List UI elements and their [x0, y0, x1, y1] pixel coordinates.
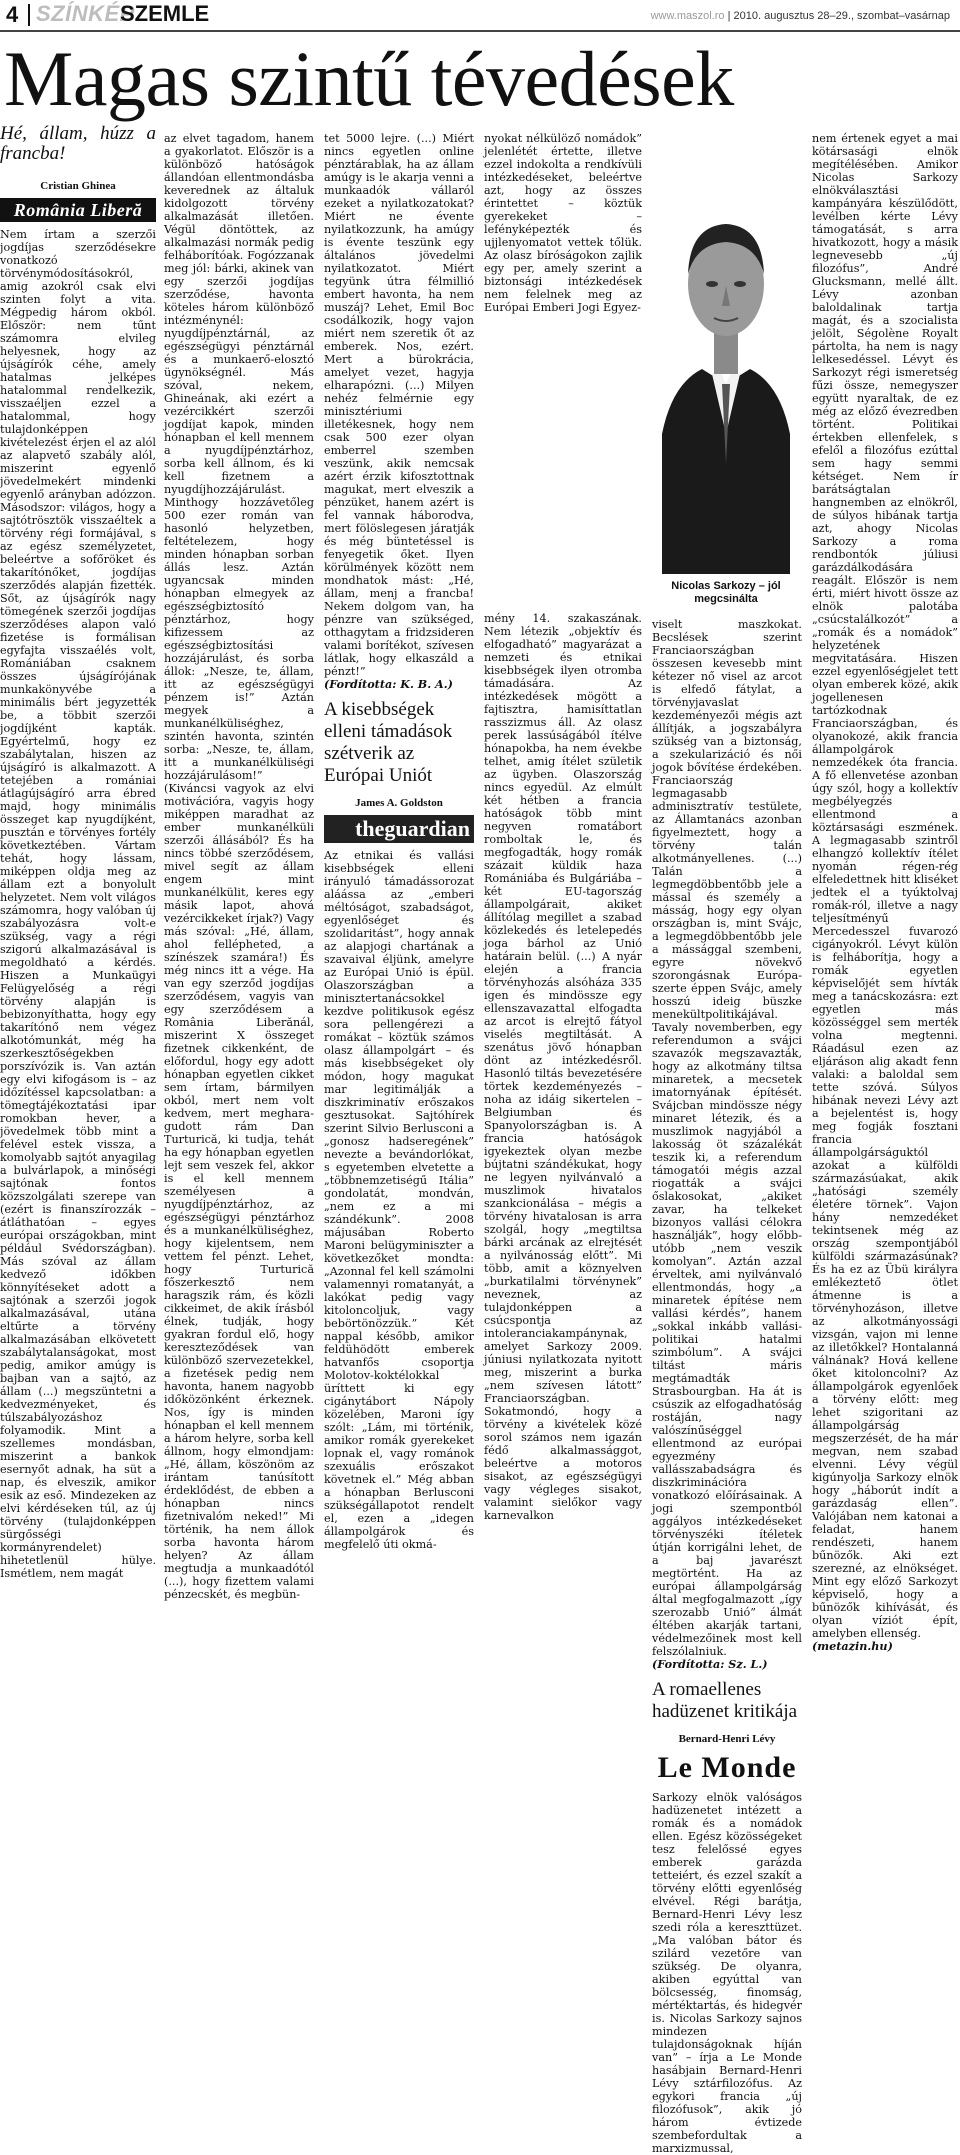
article1-text-col1: Nem írtam a szerzői jogdíjas szerződésekre vonatkozó törvénymódosításokról, amig azokról csak elvi szinten folyt a vita. Mégpedig három okból. Először: nem tűnt számomra elvileg helyesnek, hogy az újságírók céhe, amely hatalmas jelképes hatalommal rendelkezik, visszaéljen ezzel a hatalommal, hogy tulajdonképpen kivételezést érjen el az alól az alapvető szabály alól, miszerint egyenlő jövedelmekért mindenki egyenlő arányban adózzon. Másodszor: világos, hogy a sajtótrösztök visszaéltek a törvény régi formájával, s az egész személyzetet, beleértve a sofőröket és takarítónőket, jogdíjas szerződés alapján fizették. Sőt, az újságírók nagy tömegének szerzői jogdíjas szerződéses alapon való fizetése is formálisan egyfajta visszaélés volt, Romániában csaknem összes újságírójának munkakönyvébe a minimális bért jegyzették be, a többit szerzői jogdíjként kapták. Egyértelmű, hogy ez szabálytalan, hiszen az újságíró is alkalmazott. A tetejében a romániai átlagújságíró arra ébred majd, hogy minimális összeget kap nyugdíjként, pusztán e törvényes fortély következtében. Vártam tehát, hogy lássam, miképpen oldja meg az állam ezt a bonyolult helyzetet. Nem volt világos számomra, hogy valóban új szabályozásra volt-e szükség, vagy a régi szigorú alkalmazásával is megoldható a kérdés. Hiszen a Munkaügyi Felügyelőség a régi törvény alapján is bebizonyíthatta, hogy egy takarítónő nem végez alkotómunkát, még ha szerkesztőségekben porszívózik is. Van aztán egy elvi kifogásom is – az időzítéssel kapcsolatban: a tömegtájékoztatási ipar romokban hever, a jövedelmek több mint a felével estek vissza, a komolyabb sajtót anyagilag a bulvárlapok, a minőségi sajtónak fontos közszolgálati szerepe van (ezért is finanszírozzák – átláthatóan – egyes európai országokban, mint például Svédországban). Más szóval az állam kedvező időkben könnyítéseket adott a sajtónak a szerzői jogok alkalmazásával, utána eltűrte a törvény alkalmazásában elkövetett szabálytalanságokat, most pedig, amikor amúgy is bajban van a sajtó, az állam (...) megszüntetni a kedvezményeket, és túlszabályozáshoz folyamodik. Mint a szellemes mondásban, miszerint a bankok esernyőt adnak, ha süt a nap, és elveszik, amikor esik az eső. Mindezeken az elvi kérdéseken túl, az új törvény (tulajdonképpen sürgősségi kormányrendelet) hihetetlenül hülye. Ismétlem, nem magát [0, 228, 156, 1580]
article2-text-col4: nyokat nélkülöző nomádok” jelenlétét értette, illetve ezzel indokolta a rendkívüli intézkedéseket, beleértve azt, hogy az összes érintettet – köztük gyerekeket – lefényképezték és ujjlenyomatot vettek tőlük. Az olasz bíróságokon zajlik egy per, amely szerint a biztonsági intézkedések nem felelnek meg az Európai Emberi Jogi Egyez- [484, 132, 642, 314]
article-col5 [652, 132, 802, 2155]
photo-caption: Nicolas Sarkozy – jól megcsinálta [671, 580, 781, 605]
article2-text-col3: Az etnikai és vallási kisebbségek elleni irányuló támadássorozat aláássa az „emberi méltóságot, szabadságot, egyenlőséget és szolidaritást”, hogy annak az alapjogi chartának a szavaival éljünk, amelyre az Európai Unió is épül. Olaszországban a minisztertanácsokkel kezdve politikusok egész sora pellengérezi a romákat – köztük számos olasz állampolgárt – és más kisebbségeket oly módon, hogy magukat mar legitimálják a diszkriminatív erőszakos gesztusokat. Sajtóhírek szerint Silvio Berlusconi a „gonosz hadseregének” nevezte a bevándorlókat, s egyetemben elvetette a „többnemzetiségű Itália” gondolatát, mondván, „nem ez a mi szándékunk”. 2008 májusában Roberto Maroni belügyminiszter a következőket mondta: „Azonnal fel kell számolni valamennyi romatanyát, a lakókat pedig vagy kitoloncoljuk, vagy bebörtönözzük.” Két nappal később, amikor feldühödött emberek hatvanfős csoportja Molotov-koktélokkal üríttett ki egy cigánytábort Nápoly közelében, Maroni így szólt: „Lám, mi történik, amikor romák gyerekeket lopnak el, vagy románok szexuális erőszakot követnek el.” Még abban a hónapban Berlusconi szükségállapotot rendelt el, ezen a „idegen állampolgárok és megfelelő úti okmá- [324, 849, 474, 1551]
dateline: www.maszol.ro | 2010. augusztus 28–29., szombat–vasárnap [650, 10, 950, 22]
photo-spacer [652, 132, 802, 618]
article3-col6 [812, 132, 958, 1653]
article3-source-note: (metazin.hu) [812, 1639, 893, 1653]
guardian-logo: theguardian [324, 815, 474, 843]
page-number: 4 [6, 2, 19, 27]
article1-author: Cristian Ghinea [40, 180, 116, 192]
website-link[interactable]: www.maszol.ro [650, 10, 725, 22]
article1-kicker: Hé, állam, húzz a francba! [0, 123, 156, 164]
header-divider [28, 4, 30, 26]
section-title-part2: SZEMLE [120, 1, 210, 26]
article3-text-col6: nem értenek egyet a mai kötársasági elnök megítélésében. Amikor Nicolas Sarkozy elnökválasztási kampányára készülődött, levélben kérte Lévy támogatását, s arra hivatkozott, hogy a másik legnevesebb „új filozófus”, André Glucksmann, mellé állt. Lévy azonban baloldalinak tartja magát, és a szocialista jelölt, Ségolène Royalt pártolta, ha nem is nagy lelkesedéssel. Lévyt és Sarkozyt régi ismeretség fűzi össze, nemegyszer együtt nyaraltak, de ez még az előző évezredben történt. Politikai értekben ellenfelek, s efelől a filozófus ezúttal sem hagy semmi kétséget. Nem ír barátságtalan hangnemben az elnökről, de súlyos hibának tartja azt, ahogy Nicolas Sarkozy a roma rendbontók júliusi garázdálkodására reagált. Először is nem érti, miért hivott össze az elnök palotába „csúcstalálkozót” a „romák és a nomádok” helyzetének megvitatására. Hiszen ezzel egyenlőségjelet tett olyan emberek közé, akik jogellenesen tartózkodnak Franciaországban, és olyanokozé, akik francia állampolgárok nemzedékek óta francia. A fő ellenvetése azonban úgy szól, hogy a kollektív megbélyegzés ellentmond a köztársasági eszmének. A legmagasabb szintről elhangzó kollektív ítélet nyomán régen-rég elfeledettnek hitt kliséket jedtek el a tyúktolvaj romák-ról, illetve a nagy teljesítményű Mercedesszel fuvarozó cigányokról. Lévyt külön is felháborítja, hogy a romák egyetlen képviselőjét sem hívták meg a tanácskozásra: ezt egyetlen más közösséggel sem merték volna megtenni. Ráadásul ezen az eljáráson alig akadt fenn valaki: a baloldal sem tette szóvá. Súlyos hibának nevezi Lévy azt a bejelentést is, hogy meg fogják fosztani francia állampolgárságuktól azokat a külföldi származásúakat, akik „hatósági személy életére törnek”. Vajon hány nemzedéket tekintsenek még az ország szempontjából külföldi származásúnak? És ha ez az Übü királyra emlékeztető ötlet átmenne is a törvényhozáson, illetve az alkotmányossági vizsgán, vajon mi lenne az illetőkkel? Hontalanná válnának? Hová kellene őket kitoloncolni? Az állampolgárok egyenlőek a törvény előtt: meg lehet szigoritani az állampolgárság megszerzését, de ha már megvan, nem szabad elvenni. Lévy végül kigúnyolja Sarkozy elnök hogy „háborút indít a garázdaság ellen”. Valójában nem katonai a feladat, hanem rendészeti, hanem bűnözők. Aki ezt szerezné, az elnökséget. Mint egy előző Sarkozyt képviselő, hogy a bűnözők kihívását, és olyan víziót épít, amelyben ellenség. [812, 132, 958, 1640]
page-headline: Magas szintű tévedések [4, 35, 734, 122]
section-title-part1: SZÍNKÉP [36, 1, 135, 26]
article2-text-col4b: mény 14. szakaszának. Nem létezik „objektív és elfogadható” magyarázat a nemzeti és etnikai kisebbségek ilyen otromba támadására. Az intézkedések mögött a fajtisztra, hamisíttatlan rasszizmus áll. Az olasz perek lassúságából ítélve hónapokba, ha nem évekbe telhet, amig ítélet születik az ügyben. Olaszország nincs egyedül. Az elmúlt két hétben a francia hatóságok több mint negyven romatábort romboltak le, és megfogadták, hogy romák százait küldik haza Romániába és Bulgáriába – két EU-tagország állampolgárait, akiket állítólag megillet a szabad közlekedés és letelepedés joga bárhol az Unió határain belül. (...) A nyár elején a francia törvényhozás alsóháza 335 igen és mindössze egy ellenszavazattal elfogadta az arcot is elrejtő fátyol viselés megtiltását. A szenátus jövő hónapban dönt az intézkedésről. Hasonló tiltás bevezetésére törtek kezdeményezés – noha az idáig sikertelen – Belgiumban és Spanyolországban is. A francia hatóságok igyekeztek olyan mezbe bújtatni szándékukat, hogy ne legyen nyilvánvaló a muszlimok hivatalos szankcionálása – mégis a törvény hivatalosan is arra szolgál, hogy „megtiltsa bárki arcának az elrejtését a nyilvánosság előtt”. Mi több, amit a köznyelven „burkatilalmi törvénynek” neveznek, az tulajdonképpen a csúcspontja az intoleranciakampánynak, amelyet Sarkozy 2009. júniusi nyilatkozata nyitott meg, miszerint a burka „nem szívesen látott” Franciaországban. Sokatmondó, hogy a törvény a kivételek közé sorol számos nem igazán fédő alkalmassággot, beleértve a motoros sisakot, az egészségügyi vagy végleges sisakot, valamint sielőkor vagy karnevalkon [484, 612, 642, 1522]
article2-headline: A kisebbségek elleni támadások szétverik az Európai Uniót [324, 699, 453, 786]
article2-translator: (Fordította: Sz. L.) [652, 1657, 768, 1671]
article3-headline: A romaellenes hadüzenet kritikája [652, 1679, 798, 1722]
article2-text-col5: viselt maszkokat. Becslések szerint Franciaországban összesen kevesebb mint kétezer nő visel az arcot is elfedő fátylat, a törvényjavaslat kezdeményezői mégis azt állítják, a jogszabályra szükség van a biztonság, a szekularizáció és női jogok bővítése érdekében. Franciaország legmagasabb adminisztratív testülete, az Államtanács azonban figyelmeztett, hogy a törvény talán alkotmányellenes. (...) Talán a legmegdöbbentőbb jele a mással és személy a másság, hogy egy olyan országban is, mint Svájc, a legmegdöbbentőbb jele a mássággal szembeni, egyre növekvő szorongásnak Európa-szerte éppen Svájc, amely hosszú ideig büszke menekültpolitikájával. Tavaly novemberben, egy referendumon a svájci szavazók megszavazták, hogy az alkotmány tiltsa minaretek, a mecsetek imatornyának építését. Svájcban mindössze négy minaret létezik, és a muszlimok nagyjából a lakosság öt százalékát teszik ki, a referendum támogatói mégis azzal riogatták a svájci őslakosokat, „akiket zavar, ha telkeket bizonyos vallási célokra használják”, hogy előbb-utóbb „nem veszik komolyan”. Aztán azzal érveltek, ami nyilvánvaló ellentmondás, hogy „a minaretek építése nem vallási kérdés”, hanem „sokkal inkább vallási-politikai hatalmi szimbólum”. A svájci tiltást máris megtámadták Strasbourgban. Ha át is csúszik az elfogadhatóság rostáján, nagy valószínűséggel ellentmond az európai egyezmény vallásszabadságra és diszkriminációra vonatkozó előírásainak. A jogi szempontból aggályos intézkedéseket törvényszéki ítéletek útján korrigálni lehet, de a baj javarészt megtörtént. Ha az európai állampolgárság által megfogalmazott „így szerozabb Unió” álmát éltében akarják tartani, védelmezőinek most kell felszólalniuk. [652, 618, 802, 1658]
article1-col2 [164, 132, 314, 1601]
article-col3 [324, 132, 474, 1551]
article2-col4-top [484, 132, 642, 582]
article2-col4-bottom [484, 612, 642, 1522]
romania-libera-logo: România Liberă [0, 198, 156, 222]
issue-date: 2010. augusztus 28–29., szombat–vasárnap [733, 10, 950, 22]
page-header [0, 0, 960, 32]
article3-text-col5: Sarkozy elnök valóságos hadüzenetet intézett a romák és a nomádok ellen. Egész közösségeket tesz felelőssé egyes emberek garázda tetteiért, és ezzel szakít a törvény előtti egyenlőség elvével. Régi barátja, Bernard-Henri Lévy lesz szedi róla a kereszttüzet. „Ma valóban bátor és szilárd vezetőre van szükség. De olyanra, akiben egyúttal van bölcsesség, finomság, mértéktartás, és hidegvér is. Nicolas Sarkozy sajnos mindezen tulajdonságoknak híján van” – írja a Le Monde hasábjain Bernard-Henri Lévy sztárfilozófus. Az egykori francia „új filozófusok”, akik jó három évtizede szembefordultak a marxizmussal, [652, 1791, 802, 2155]
article1-text-col2: az elvet tagadom, hanem a gyakorlatot. Először is a különböző hatóságok állandóan ellentmondásba keverednek az általuk kidolgozott törvény alkalmazását illetően. Végül döntöttek, az alkalmazási normák pedig felháborítóak. Fogózzanak meg jól: bárki, akinek van egy szerzői jogdíjas szerződése, havonta köteles három különböző intézménynél: nyugdíjpénztárnál, az egészségügyi pénztárnál és a munkaerő-elosztó ügynökségnél. Más szóval, nekem, Ghineának, aki ezért a vezércikkért szerzői jogdíjat kapok, minden hónapban el kell mennem a nyugdíjpénztárhoz, sorba kell állnom, és ki kell fizetnem a nyugdíjhozzájárulást. Minthogy hozzávetőleg 500 ezer román van hasonló helyzetben, feltételezem, hogy minden hónapban sorban állás lesz. Aztán ugyancsak minden hónapban elmegyek az egészségbiztosító pénztárhoz, hogy kifizessem az egészségbiztosítási hozzájárulást, és sorba állok: „Nesze, te, állam, itt az egészségügyi pénzem is!” Aztán megyek a munkanélküliséghez, szintén havonta, szintén sorba: „Nesze, te, állam, itt a munkanélküliségi hozzájárulásom!” (Kiváncsi vagyok az elvi motivációra, vagyis hogy miképpen maradhat az ember munkanélküli szerzői állásából? És ha nincs többé szerződésem, mivel segít az állam engem mint munkanélkülit, keres egy másik lapot, ahová vezércikkeket írjak?) Vagy más szóval: „Hé, állam, ahol fellépheted, a színészek szamára!) És még nincs itt a vége. Ha van egy szerződ jogdíjas szerződésem, vagyis van egy szerződésem a România Liberănál, miszerint X összeget fizetnek cikkenként, de előfordul, hogy egy adott hónapban egyetlen cikket sem írtam, bármilyen okból, mert nem volt kedvem, mert meghara-gudott rám Dan Turturică, ki tudja, tehát ha egy hónapban egyetlen lejt sem veszek fel, akkor is el kell mennem személyesen a nyugdíjpénztárhoz, az egészségügyi pénztárhoz és a munkanélküliséghez, hogy kijelentsem, nem vettem fel pénzt. Lehet, hogy Turturică főszerkesztő nem haragszik rám, és közli cikkeimet, de akik írásból élnek, tudják, hogy gyakran fordul elő, hogy kereszteződések van különböző szervezetekkel, a fizetések pedig nem havonta, hanem nagyobb időközönként érkeznek. Nos, így is minden hónapban el kell mennem a három helyre, sorba kell állnom, hogy elmondjam: „Hé, állam, köszönöm az irántam tanúsított érdeklődést, de ebben a hónapban nincs fizetnivalóm neked!” Mi történik, ha nem állok sorba havonta három helyen? Az állam megtudja a munkaadótól (...), hogy fizettem valami pénzecskét, és megbün- [164, 132, 314, 1601]
article2-author: James A. Goldston [355, 797, 443, 809]
article1-text-col3: tet 5000 lejre. (...) Miért nincs egyetlen online pénztárablak, ha az állam amúgy is le akarja venni a munkaadók vállaról ezeket a nyilatkozatokat? Miért ne évente nyilatkozzunk, ha amúgy is évente teszünk egy általános jövedelmi nyilatkozatot. Miért tegyünk útra félmillió embert havonta, ha nem muszáj? Lehet, Emil Boc csodálkozik, hogy vajon miért nem szeretik őt az emberek. Nos, ezért. Mert a bürokrácia, amelyet vezet, hagyja elharapózni. (...) Milyen nehéz felmérnie egy minisztériumi illetékesnek, hogy nem csak 500 ezer olyan emberrel szemben veszünk, akik nemcsak azért érzik kifosztottnak magukat, mert elveszik a pénzüket, hanem azért is fel vannak háborodva, mert fölöslegesen járatják és még büntetéssel is fenyegetik őket. Ilyen körülmények között nem mondhatok mást: „Hé, állam, menj a francba! Nekem dolgom van, ha pénzre van szükséged, otthagytam a fridzsideren valami borítékot, szívesen látlak, hogy elkaszáld a pénzt!” [324, 132, 474, 678]
article3-author: Bernard-Henri Lévy [678, 1733, 776, 1745]
article1-col1 [0, 123, 156, 1580]
article1-translator: (Fordította: K. B. A.) [324, 677, 453, 691]
le-monde-logo: Le Monde [657, 1751, 797, 1784]
